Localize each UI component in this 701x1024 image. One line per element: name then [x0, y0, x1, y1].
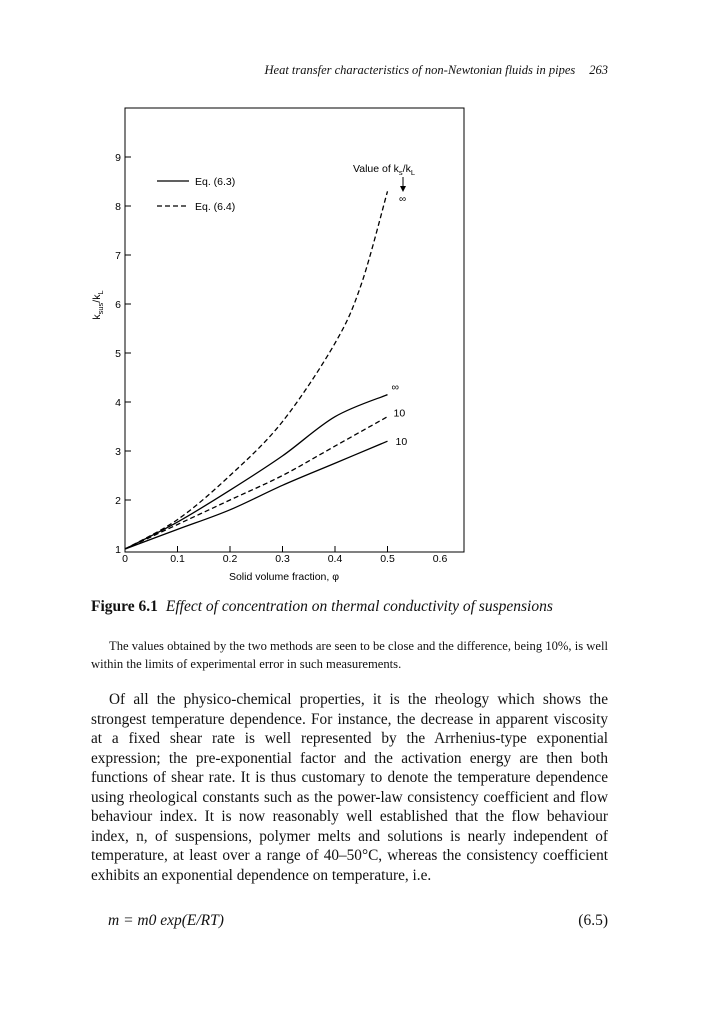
y-tick-label: 3	[115, 446, 121, 458]
equation-number: (6.5)	[578, 912, 608, 929]
series-layer	[125, 191, 407, 549]
body-paragraph: Of all the physico-chemical properties, it is the rheology which shows the strongest temperature dependence. For instance, the decrease in apparent viscosity at a fixed shear rate is well represented by the Arrhenius-type exponential expression; the pre-exponential factor and the activation energy are then both functions of shear rate. It is thus customary to denote the temperature dependence using rheological constants such as the power-law consistency coefficient and flow behaviour index. It is now reasonably well established that the flow behaviour index, n, of suspensions, polymer melts and solutions is nearly independent of temperature, at least over a range of 40–50°C, whereas the consistency coefficient exhibits an exponential dependence on temperature, i.e.	[91, 691, 608, 884]
small-paragraph: The values obtained by the two methods are seen to be close and the difference, being 10%, is well within the limits of experimental error in such measurements.	[91, 639, 608, 671]
x-tick-label: 0.5	[380, 553, 395, 565]
equation-text: m = m0 exp(E/RT)	[108, 912, 224, 929]
legend-label-eq63: Eq. (6.3)	[195, 176, 236, 188]
annotation-arrowhead	[400, 186, 406, 192]
y-tick-label: 4	[115, 397, 121, 409]
caption-label: Figure 6.1	[91, 598, 158, 615]
x-tick-label: 0.4	[327, 553, 343, 565]
y-tick-label: 6	[115, 299, 121, 311]
x-tick-label: 0.2	[222, 553, 238, 565]
series-end-label: 10	[395, 436, 408, 449]
x-tick-label: 0.1	[170, 553, 185, 565]
y-axis	[115, 152, 131, 556]
x-axis-label: Solid volume fraction, φ	[228, 571, 340, 583]
y-tick-label: 1	[115, 544, 121, 556]
y-tick-label: 8	[115, 201, 121, 213]
series-end-label: ∞	[391, 381, 399, 394]
series-line-1	[125, 191, 388, 549]
y-axis-label: $k_{sus}/k_L$	[91, 290, 105, 320]
legend-label-eq64: Eq. (6.4)	[195, 201, 236, 213]
equation-6-5	[108, 912, 608, 930]
annotation-title: Value of $k_s/k_L$	[353, 163, 416, 177]
series-end-label: 10	[393, 407, 406, 420]
x-tick-label: 0.3	[275, 553, 290, 565]
x-tick-label: 0	[122, 553, 128, 565]
y-tick-label: 5	[115, 348, 121, 360]
x-tick-label: 0.6	[432, 553, 448, 565]
series-line-4	[125, 441, 388, 549]
y-tick-label: 9	[115, 152, 121, 164]
x-axis	[122, 546, 447, 565]
caption-text: Effect of concentration on thermal conductivity of suspensions	[165, 598, 553, 615]
page-number: 263	[589, 63, 608, 77]
figure-caption	[91, 598, 553, 616]
series-line-2	[125, 395, 388, 549]
y-tick-label: 2	[115, 495, 121, 507]
annotation-infinity: ∞	[399, 194, 407, 205]
running-title: Heat transfer characteristics of non-Newtonian fluids in pipes	[264, 63, 576, 77]
y-tick-label: 7	[115, 250, 121, 262]
